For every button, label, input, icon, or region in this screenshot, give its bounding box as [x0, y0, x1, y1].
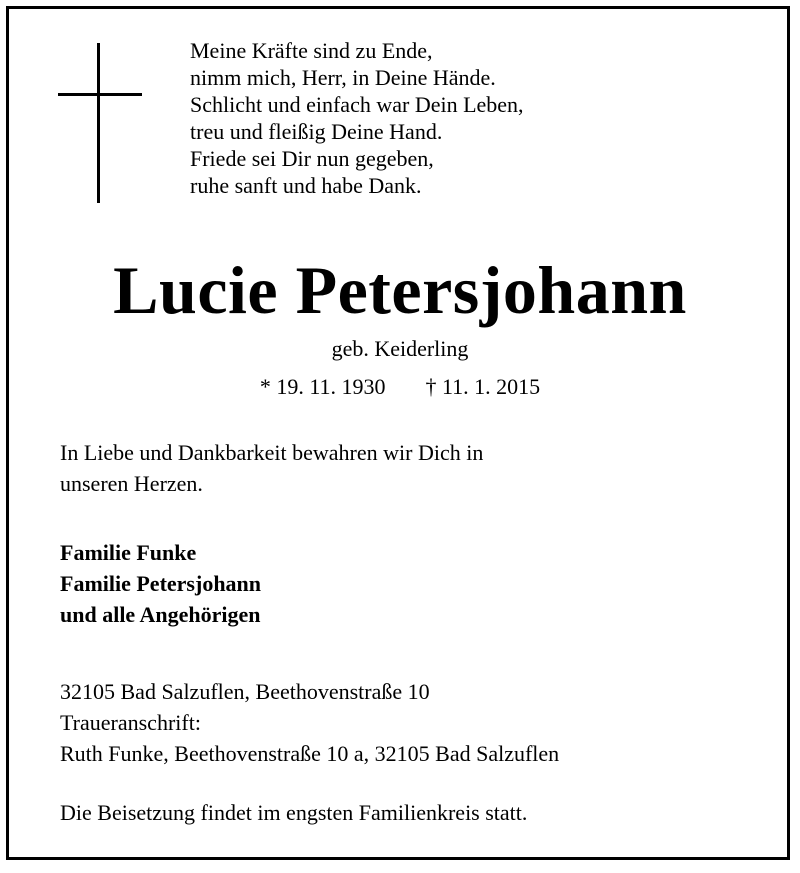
burial-note-text: Die Beisetzung findet im engsten Familienkreis statt. [60, 800, 528, 825]
address-line: Ruth Funke, Beethovenstraße 10 a, 32105 Bad Salzuflen [60, 741, 560, 766]
cross-horizontal-bar [58, 93, 142, 96]
memorial-line: In Liebe und Dankbarkeit bewahren wir Dich in [60, 440, 484, 465]
memorial-text [60, 437, 483, 499]
burial-note [60, 797, 527, 828]
address-line: 32105 Bad Salzuflen, Beethovenstraße 10 [60, 679, 430, 704]
cross-icon [58, 43, 142, 203]
death-date: † 11. 1. 2015 [425, 374, 541, 399]
poem [190, 37, 524, 199]
maiden-name: geb. Keiderling [331, 336, 469, 361]
poem-line: nimm mich, Herr, in Deine Hände. [190, 65, 496, 90]
deceased-name: Lucie Petersjohann [113, 252, 687, 328]
mourner-line: Familie Funke [60, 540, 197, 565]
poem-line: ruhe sanft und habe Dank. [190, 173, 422, 198]
cross-vertical-bar [97, 43, 100, 203]
mourners-list [60, 537, 261, 630]
poem-line: Friede sei Dir nun gegeben, [190, 146, 434, 171]
mourner-line: und alle Angehörigen [60, 602, 261, 627]
memorial-line: unseren Herzen. [60, 471, 203, 496]
address-block [60, 676, 559, 769]
birth-date: * 19. 11. 1930 [259, 374, 386, 399]
poem-line: Schlicht und einfach war Dein Leben, [190, 92, 524, 117]
address-line: Traueranschrift: [60, 710, 201, 735]
mourner-line: Familie Petersjohann [60, 571, 262, 596]
life-dates [0, 374, 800, 400]
poem-line: treu und fleißig Deine Hand. [190, 119, 443, 144]
poem-line: Meine Kräfte sind zu Ende, [190, 38, 433, 63]
